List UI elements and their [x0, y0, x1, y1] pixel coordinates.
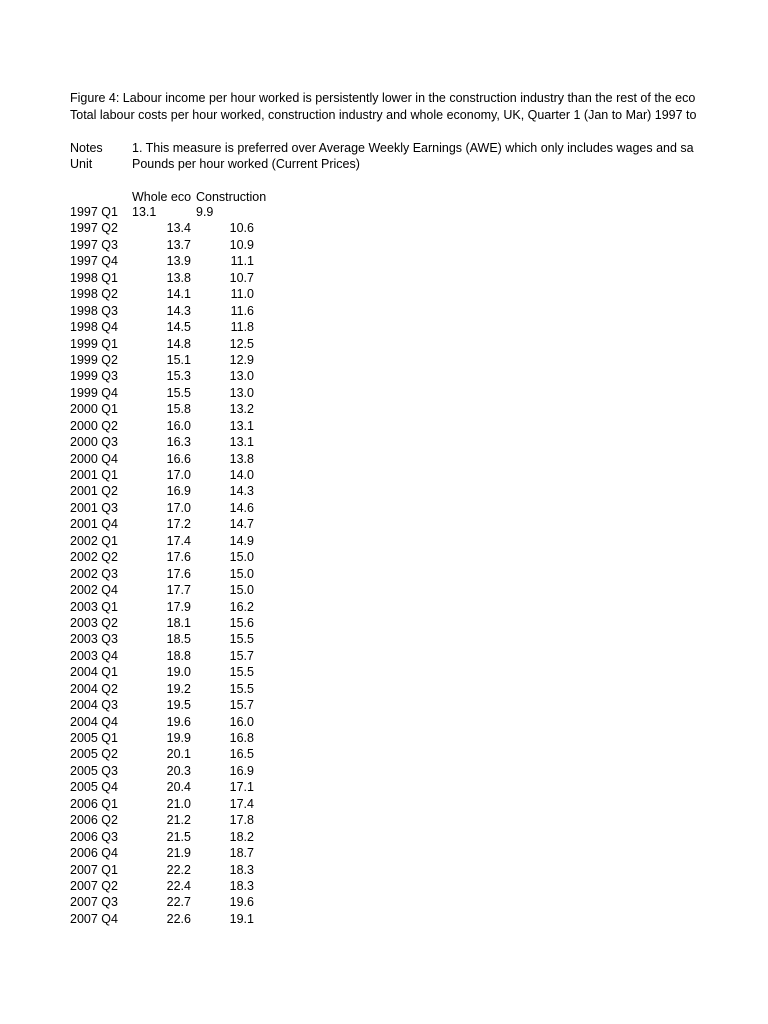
construction-value: 14.3 — [229, 484, 254, 499]
construction-value: 13.0 — [229, 385, 254, 400]
whole-economy-value: 17.4 — [166, 533, 191, 548]
table-row — [0, 253, 768, 269]
construction-value: 19.6 — [229, 895, 254, 910]
quarter-label: 1999 Q1 — [70, 336, 118, 351]
table-row — [0, 812, 768, 828]
construction-value: 15.0 — [229, 550, 254, 565]
whole-economy-value: 13.4 — [166, 221, 191, 236]
whole-economy-value: 13.8 — [166, 270, 191, 285]
whole-economy-value: 16.3 — [166, 435, 191, 450]
quarter-label: 2001 Q1 — [70, 468, 118, 482]
quarter-label: 1997 Q4 — [70, 254, 118, 269]
construction-value: 13.0 — [229, 369, 254, 384]
quarter-label: 1997 Q2 — [70, 221, 118, 236]
construction-value: 16.5 — [229, 747, 254, 762]
table-row — [0, 648, 768, 664]
whole-economy-value: 19.5 — [166, 698, 191, 713]
whole-economy-value: 22.7 — [166, 895, 191, 910]
quarter-label: 1997 Q3 — [70, 237, 118, 252]
table-row — [0, 615, 768, 631]
table-row — [0, 483, 768, 499]
table-row — [0, 220, 768, 236]
table-row — [0, 763, 768, 779]
quarter-label: 2000 Q1 — [70, 402, 118, 417]
unit-text: Pounds per hour worked (Current Prices) — [132, 157, 360, 171]
whole-economy-value: 18.1 — [166, 615, 191, 630]
table-row — [0, 697, 768, 713]
table-row — [0, 566, 768, 582]
table-row — [0, 796, 768, 812]
construction-value: 13.2 — [229, 402, 254, 417]
table-row — [0, 862, 768, 878]
construction-value: 16.0 — [229, 714, 254, 729]
construction-value: 14.0 — [229, 468, 254, 482]
construction-value: 15.6 — [229, 615, 254, 630]
quarter-label: 2003 Q2 — [70, 615, 118, 630]
table-row — [0, 911, 768, 927]
whole-economy-value: 21.9 — [166, 846, 191, 861]
table-row — [0, 714, 768, 730]
quarter-label: 2004 Q4 — [70, 714, 118, 729]
whole-economy-value: 20.4 — [166, 780, 191, 795]
whole-economy-value: 20.1 — [166, 747, 191, 762]
whole-economy-value: 22.2 — [166, 862, 191, 877]
table-row — [0, 401, 768, 417]
quarter-label: 1998 Q1 — [70, 270, 118, 285]
whole-economy-value: 14.5 — [166, 320, 191, 335]
quarter-label: 2000 Q4 — [70, 451, 118, 466]
construction-value: 11.1 — [230, 254, 254, 269]
construction-value: 17.4 — [229, 796, 254, 811]
quarter-label: 2003 Q1 — [70, 599, 118, 614]
table-row — [0, 385, 768, 401]
quarter-label: 2007 Q1 — [70, 862, 118, 877]
table-row — [0, 599, 768, 615]
quarter-label: 2006 Q3 — [70, 829, 118, 844]
whole-economy-value: 16.6 — [166, 451, 191, 466]
whole-economy-value: 15.8 — [166, 402, 191, 417]
whole-economy-value: 19.0 — [166, 665, 191, 680]
construction-value: 13.1 — [229, 435, 254, 450]
whole-economy-value: 21.5 — [166, 829, 191, 844]
quarter-label: 2001 Q4 — [70, 517, 118, 532]
whole-economy-value: 17.0 — [166, 500, 191, 515]
construction-value: 16.8 — [229, 731, 254, 745]
construction-value: 18.3 — [229, 878, 254, 893]
table-row — [0, 516, 768, 532]
table-row — [0, 779, 768, 795]
whole-economy-value: 17.2 — [166, 517, 191, 532]
table-row — [0, 894, 768, 910]
table-row — [0, 533, 768, 549]
whole-economy-value: 17.7 — [166, 583, 191, 598]
quarter-label: 1999 Q3 — [70, 369, 118, 384]
whole-economy-value: 21.2 — [166, 813, 191, 828]
construction-value: 15.7 — [229, 698, 254, 713]
quarter-label: 1999 Q2 — [70, 352, 118, 367]
table-row — [0, 549, 768, 565]
quarter-label: 2006 Q4 — [70, 846, 118, 861]
whole-economy-value: 19.2 — [166, 681, 191, 696]
notes-text: 1. This measure is preferred over Average Weekly Earnings (AWE) which only includes wages and sa — [132, 141, 694, 155]
whole-economy-value: 15.1 — [166, 352, 191, 367]
quarter-label: 2007 Q3 — [70, 895, 118, 910]
quarter-label: 2005 Q1 — [70, 731, 118, 745]
construction-value: 19.1 — [229, 911, 254, 926]
whole-economy-value: 17.6 — [166, 566, 191, 581]
quarter-label: 2000 Q3 — [70, 435, 118, 450]
whole-economy-value: 13.9 — [166, 254, 191, 269]
table-row — [0, 418, 768, 434]
construction-value: 11.0 — [230, 287, 254, 302]
quarter-label: 1999 Q4 — [70, 385, 118, 400]
notes-label: Notes — [70, 141, 103, 155]
quarter-label: 2003 Q3 — [70, 632, 118, 647]
table-row — [0, 303, 768, 319]
whole-economy-value: 19.9 — [166, 731, 191, 745]
table-row — [0, 467, 768, 483]
construction-value: 15.5 — [229, 632, 254, 647]
construction-value: 10.9 — [229, 237, 254, 252]
table-row — [0, 829, 768, 845]
table-row — [0, 204, 768, 220]
quarter-label: 2004 Q1 — [70, 665, 118, 680]
construction-value: 14.9 — [229, 533, 254, 548]
quarter-label: 2001 Q2 — [70, 484, 118, 499]
table-row — [0, 319, 768, 335]
table-row — [0, 631, 768, 647]
quarter-label: 2004 Q2 — [70, 681, 118, 696]
construction-value: 18.3 — [229, 862, 254, 877]
data-table — [0, 204, 768, 927]
unit-label: Unit — [70, 157, 93, 171]
whole-economy-value: 18.8 — [166, 648, 191, 663]
whole-economy-value: 15.3 — [166, 369, 191, 384]
construction-value: 13.8 — [229, 451, 254, 466]
quarter-label: 2006 Q1 — [70, 796, 118, 811]
table-row — [0, 286, 768, 302]
construction-value: 12.9 — [229, 352, 254, 367]
construction-value: 11.6 — [230, 303, 254, 318]
whole-economy-value: 21.0 — [166, 796, 191, 811]
construction-value: 10.7 — [229, 270, 254, 285]
table-row — [0, 746, 768, 762]
whole-economy-value: 17.0 — [166, 468, 191, 482]
quarter-label: 2002 Q3 — [70, 566, 118, 581]
table-row — [0, 730, 768, 746]
quarter-label: 1998 Q3 — [70, 303, 118, 318]
table-row — [0, 270, 768, 286]
whole-economy-value: 17.9 — [166, 599, 191, 614]
whole-economy-value: 17.6 — [166, 550, 191, 565]
construction-value: 9.9 — [196, 205, 214, 219]
whole-economy-value: 19.6 — [166, 714, 191, 729]
construction-value: 14.6 — [229, 500, 254, 515]
whole-economy-value: 22.6 — [166, 911, 191, 926]
quarter-label: 2006 Q2 — [70, 813, 118, 828]
construction-value: 17.1 — [229, 780, 254, 795]
whole-economy-value: 16.9 — [166, 484, 191, 499]
quarter-label: 2001 Q3 — [70, 500, 118, 515]
column-header-whole-economy: Whole eco — [132, 190, 192, 204]
table-row — [0, 336, 768, 352]
construction-value: 13.1 — [229, 418, 254, 433]
construction-value: 18.2 — [229, 829, 254, 844]
whole-economy-value: 14.1 — [166, 287, 191, 302]
whole-economy-value: 13.7 — [166, 237, 191, 252]
table-row — [0, 352, 768, 368]
table-row — [0, 237, 768, 253]
quarter-label: 1997 Q1 — [70, 205, 118, 219]
whole-economy-value: 18.5 — [166, 632, 191, 647]
quarter-label: 1998 Q2 — [70, 287, 118, 302]
construction-value: 15.7 — [229, 648, 254, 663]
table-row — [0, 681, 768, 697]
whole-economy-value: 14.8 — [166, 336, 191, 351]
column-header-construction: Construction — [196, 190, 267, 204]
construction-value: 17.8 — [229, 813, 254, 828]
table-row — [0, 664, 768, 680]
whole-economy-value: 16.0 — [166, 418, 191, 433]
figure-title: Figure 4: Labour income per hour worked is persistently lower in the construction industry than the rest of the eco — [70, 91, 696, 105]
construction-value: 16.2 — [229, 599, 254, 614]
figure-subtitle: Total labour costs per hour worked, construction industry and whole economy, UK, Quarter 1 (Jan to Mar) 1997 to — [70, 108, 697, 122]
quarter-label: 2002 Q2 — [70, 550, 118, 565]
quarter-label: 2000 Q2 — [70, 418, 118, 433]
table-row — [0, 845, 768, 861]
construction-value: 18.7 — [229, 846, 254, 861]
construction-value: 15.5 — [229, 681, 254, 696]
construction-value: 15.0 — [229, 566, 254, 581]
quarter-label: 2003 Q4 — [70, 648, 118, 663]
table-row — [0, 582, 768, 598]
quarter-label: 2007 Q2 — [70, 878, 118, 893]
construction-value: 12.5 — [229, 336, 254, 351]
construction-value: 16.9 — [229, 763, 254, 778]
quarter-label: 2002 Q1 — [70, 533, 118, 548]
whole-economy-value: 15.5 — [166, 385, 191, 400]
whole-economy-value: 20.3 — [166, 763, 191, 778]
quarter-label: 2004 Q3 — [70, 698, 118, 713]
table-row — [0, 368, 768, 384]
whole-economy-value: 22.4 — [166, 878, 191, 893]
quarter-label: 2005 Q2 — [70, 747, 118, 762]
quarter-label: 2005 Q3 — [70, 763, 118, 778]
construction-value: 15.5 — [229, 665, 254, 680]
construction-value: 11.8 — [230, 320, 254, 335]
quarter-label: 1998 Q4 — [70, 320, 118, 335]
construction-value: 14.7 — [229, 517, 254, 532]
quarter-label: 2007 Q4 — [70, 911, 118, 926]
quarter-label: 2002 Q4 — [70, 583, 118, 598]
table-row — [0, 500, 768, 516]
construction-value: 15.0 — [229, 583, 254, 598]
table-row — [0, 451, 768, 467]
table-row — [0, 434, 768, 450]
quarter-label: 2005 Q4 — [70, 780, 118, 795]
whole-economy-value: 14.3 — [166, 303, 191, 318]
whole-economy-value: 13.1 — [132, 205, 157, 219]
construction-value: 10.6 — [229, 221, 254, 236]
table-row — [0, 878, 768, 894]
